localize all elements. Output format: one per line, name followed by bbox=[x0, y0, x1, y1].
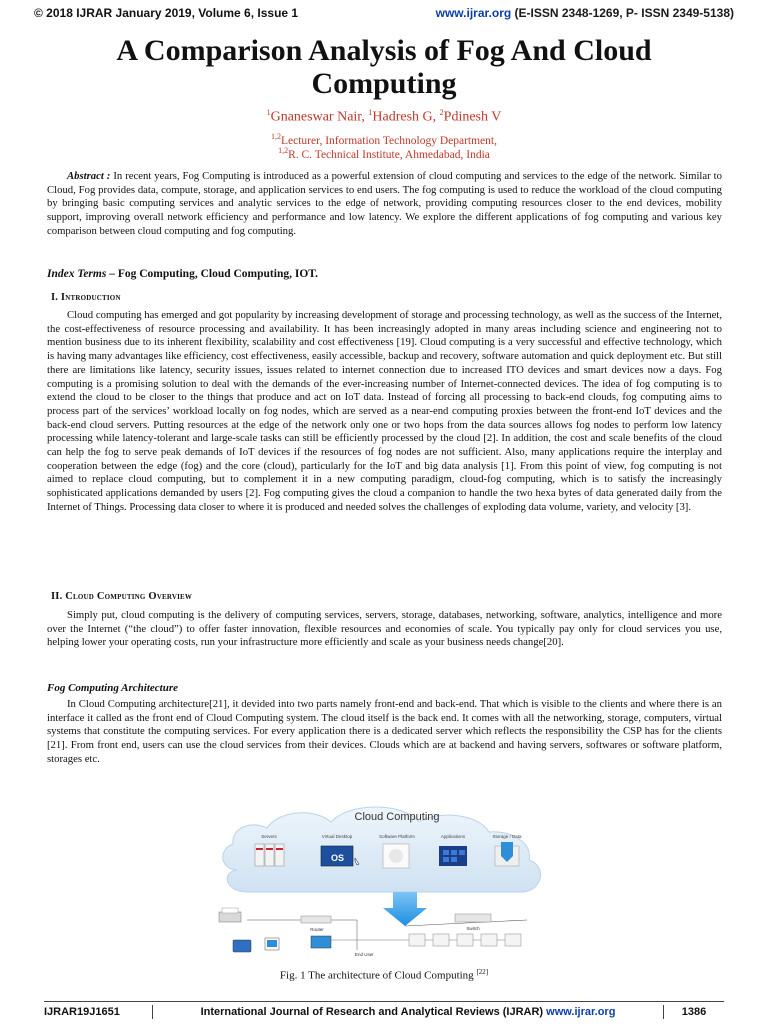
end-user-label: End User bbox=[355, 952, 374, 957]
label-servers: Servers bbox=[261, 834, 277, 839]
label-applications: Applications bbox=[440, 834, 466, 839]
introduction-paragraph: Cloud computing has emerged and got popularity by increasing development of storage and processing technology, as well as the success of the Internet, the cost-effectiveness of resource processing and availability. It has been increasingly adopted in many areas including science and engineering not to mention business due to its inherent flexibility, scalability and cost effectiveness [19]. Cloud computing is a very successful and effective technology, which is having many advantages like efficiency, cost effectiveness, easily accessible, backup and recovery, software automation and quick deployment etc. But still there are limitations like latency, security issues, issues related to internet connection due to increased ITO devices and smart devices now a days. Fog computing is a promising solution to deal with the demands of the ever-increasing number of Internet-connected devices. The idea of fog computing is to extend the cloud to be closer to the things that produce and act on IoT data. Instead of forcing all processing to back-end clouds, fog computing aims to process part of the services’ workload locally on fog nodes, which are served as a near-end computing proxies between the front-end IoT devices and the back-end cloud servers. Putting resources at the edge of the network only one or two hops from the data sources allows fog nodes to perform low latency processing while latency-tolerant and large-scale tasks can still be efficiently processed by the cloud [2]. In addition, the cost and scale benefits of the cloud can help the fog to serve peak demands of IoT devices if the resources of fog nodes are not sufficient. Also, many applications require the interplay and cooperation between the edge (fog) and the core (cloud), particularly for the IoT and big data analysis [1]. From this point of view, fog computing is not aimed to replace cloud computing, but to complement it in a new computing paradigm, cloud-fog computing, which is to satisfy the increasingly sophisticated applications demanded by users [2]. Fog computing gives the cloud a companion to handle the two hexa bytes of data generated daily from the Internet of Things. Processing data closer to where it is produced and needed solves the challenges of exploding data volume, variety, and velocity [3]. bbox=[47, 309, 722, 513]
index-terms-text: – Fog Computing, Cloud Computing, IOT. bbox=[106, 268, 318, 280]
paper-title bbox=[40, 34, 728, 100]
abstract-text: In recent years, Fog Computing is introduced as a powerful extension of cloud computing and services to the edge of the network. Similar to Cloud, Fog provides data, compute, storage, and application services to end users. The fog computing is used to reduce the workload of the cloud computing by bringing basic computing services and analytic services to the edge of network, providing computing resources closer to the end devices, mobility support, improving overall network efficiency and performance and low latency. We explore the different applications of fog computing and various key comparison between cloud computing and fog computing. bbox=[47, 170, 722, 237]
affiliation-2-text: R. C. Technical Institute, Ahmedabad, India bbox=[288, 148, 490, 161]
header-url-link[interactable]: www.ijrar.org bbox=[435, 6, 512, 20]
figure-caption bbox=[0, 968, 768, 982]
fog-architecture-paragraph: In Cloud Computing architecture[21], it devided into two parts namely front-end and back-end. That which is visible to the clients and where there is an interface it called as the front end of Cloud Computing system. The cloud itself is the back end. It comes with all the networking, storage, computers, virtual systems that constitute the computing services. For every application there is a dedicated server which reflects the responsibility the CSP has for the clients [21]. From front end, users can use the cloud services from their devices. Clouds which are at backend and having servers, softwares or software platform, storages etc. bbox=[47, 698, 722, 765]
footer-journal-name: International Journal of Research and Analytical Reviews (IJRAR) bbox=[200, 1006, 547, 1018]
author-1-affil: 1 bbox=[266, 108, 271, 117]
switch-label: Switch bbox=[466, 926, 480, 931]
index-terms bbox=[47, 268, 722, 280]
author-2-name: Hadresh G, bbox=[372, 109, 440, 125]
os-label: OS bbox=[331, 853, 345, 863]
router-label: Router bbox=[310, 927, 324, 932]
affiliation-1-text: Lecturer, Information Technology Department, bbox=[281, 134, 497, 147]
subsection-heading-fog-architecture: Fog Computing Architecture bbox=[47, 682, 179, 694]
figure-caption-text: Fig. 1 The architecture of Cloud Computing bbox=[279, 969, 477, 982]
header-journal-info bbox=[436, 6, 734, 24]
title-line-2: Computing bbox=[311, 67, 457, 100]
footer-paper-code: IJRAR19J1651 bbox=[44, 1006, 120, 1018]
label-software-platform: Software Platform bbox=[379, 834, 415, 839]
down-arrow-icon bbox=[383, 892, 427, 926]
affiliation-2-sup: 1,2 bbox=[278, 146, 289, 155]
section-heading-cloud-overview: II. Cloud Computing Overview bbox=[51, 591, 193, 602]
abstract-label: Abstract : bbox=[67, 170, 111, 182]
page-footer bbox=[44, 1004, 724, 1020]
software-platform-icon bbox=[383, 844, 409, 868]
cloud-architecture-figure bbox=[207, 800, 557, 978]
footer-journal bbox=[153, 1006, 663, 1018]
figure-caption-ref: [22] bbox=[476, 968, 489, 976]
section-heading-introduction: I. Introduction bbox=[51, 292, 121, 303]
servers-icon bbox=[255, 844, 284, 866]
running-header bbox=[34, 6, 734, 24]
virtual-desktop-icon bbox=[321, 846, 359, 866]
printer-icon bbox=[219, 908, 241, 922]
label-storage-data: Storage / Data bbox=[492, 834, 522, 839]
abstract bbox=[47, 170, 722, 239]
cloud-overview-paragraph: Simply put, cloud computing is the delivery of computing services, servers, storage, databases, networking, software, analytics, intelligence and more over the Internet (“the cloud”) to offer faster innovation, flexible resources and economies of scale. You typically pay only for cloud services you use, helping lower your operating costs, run your infrastructure more efficiently and scale as your business needs change[20]. bbox=[47, 609, 722, 649]
cloud-title: Cloud Computing bbox=[354, 811, 440, 823]
router-icon bbox=[301, 916, 331, 932]
footer-journal-link[interactable]: www.ijrar.org bbox=[546, 1006, 616, 1018]
footer-page-number: 1386 bbox=[681, 1006, 707, 1018]
title-line-1: A Comparison Analysis of Fog And Cloud bbox=[116, 34, 652, 67]
author-3-affil: 2 bbox=[439, 108, 444, 117]
affiliation-1-sup: 1,2 bbox=[271, 132, 281, 141]
tablet-icon bbox=[233, 940, 251, 952]
header-issn: (E-ISSN 2348-1269, P- ISSN 2349-5138) bbox=[511, 6, 734, 20]
author-2-affil: 1 bbox=[368, 108, 373, 117]
author-list bbox=[0, 108, 768, 126]
author-1-name: Gnaneswar Nair, bbox=[270, 109, 369, 125]
label-virtual-desktop: Virtual Desktop bbox=[321, 834, 353, 839]
author-3-name: Pdinesh V bbox=[443, 109, 502, 125]
laptop-icon bbox=[311, 936, 331, 948]
header-issue-info: © 2018 IJRAR January 2019, Volume 6, Issue 1 bbox=[34, 6, 299, 20]
desktop-icon bbox=[265, 938, 279, 950]
footer-rule bbox=[44, 1001, 724, 1002]
index-terms-label: Index Terms bbox=[47, 268, 107, 280]
affiliation-2 bbox=[0, 144, 768, 162]
applications-icon bbox=[439, 846, 467, 866]
